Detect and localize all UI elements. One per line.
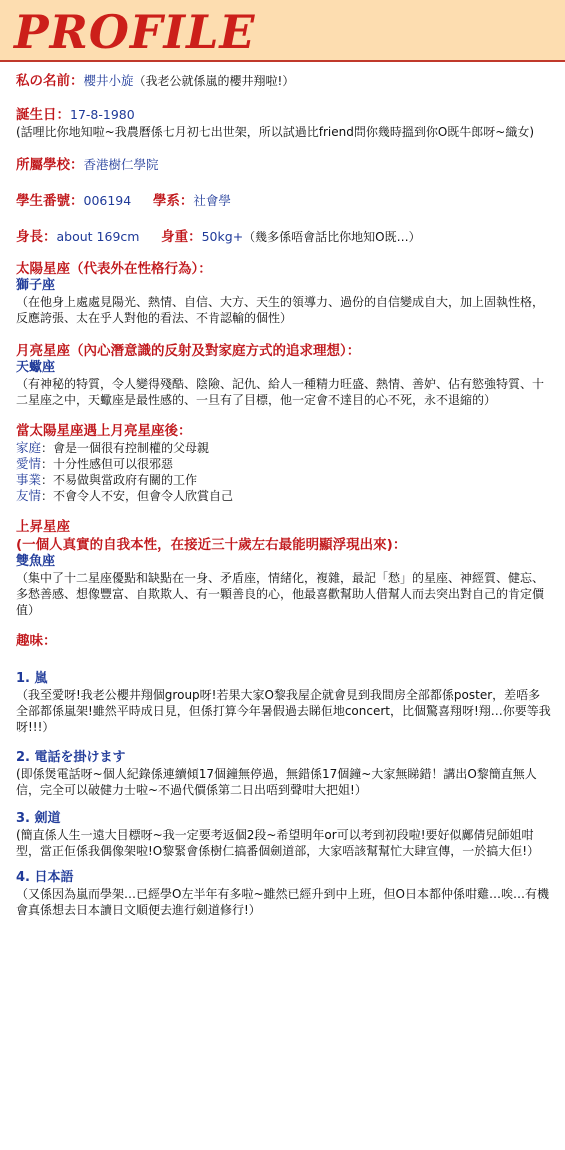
- name-label: 私の名前：: [16, 73, 84, 89]
- rising-sign-subheading: (一個人真實的自我本性，在接近三十歲左右最能明顯浮現出來)：: [16, 537, 407, 553]
- moon-sign-heading: 月亮星座（內心潛意識的反射及對家庭方式的追求理想）：: [16, 343, 361, 359]
- combo-item: [16, 440, 552, 456]
- profile-content: [16, 72, 552, 918]
- combo-item: [16, 472, 552, 488]
- student-row: [16, 192, 552, 210]
- birthday-value: 17-8-1980: [70, 107, 135, 122]
- hobby-title: 2. 電話を掛けます: [16, 750, 126, 765]
- combo-text: ：會是一個很有控制權的父母親: [41, 441, 210, 455]
- weight-label: 身重：: [161, 229, 202, 245]
- school-row: [16, 156, 552, 174]
- sun-sign-heading: 太陽星座（代表外在性格行為）：: [16, 261, 212, 277]
- moon-sign-name: 天蠍座: [16, 360, 56, 375]
- rising-sign-text: （集中了十二星座優點和缺點在一身、矛盾座，情緒化，複雜，最記「愁」的星座、神經質、健忘、多愁善感、想像豐富、自欺欺人、有一顆善良的心，他最喜歡幫助人借幫人而去突出對自己的肯定價值）: [16, 571, 545, 617]
- hobby-text: （我至愛呀!我老公櫻井翔個group呀!若果大家O黎我屋企就會見到我間房全部都係poster，差唔多全部都係嵐架!雖然平時成日見，但係打算今年暑假過去睇佢地concert，比個驚喜翔呀!翔…你要等我呀!!!）: [16, 688, 551, 734]
- height-value: about 169cm: [56, 229, 140, 244]
- combo-key: 愛情: [16, 456, 42, 471]
- rising-sign-name: 雙魚座: [16, 554, 56, 569]
- birthday-block: [16, 106, 552, 140]
- combo-item: [16, 456, 552, 472]
- banner-title: PROFILE: [14, 5, 256, 59]
- hobby-text: (即係煲電話呀~個人紀錄係連續傾17個鐘無停過，無錯係17個鐘~大家無睇錯！講出O黎簡直無人信，完全可以破健力士啦~不過代價係第二日出唔到聲咁大把姐!）: [16, 767, 537, 797]
- birthday-label: 誕生日：: [16, 107, 70, 123]
- student-no-value: 006194: [83, 193, 132, 208]
- hobbies-heading: 趣味：: [16, 633, 57, 649]
- moon-sign-section: [16, 342, 552, 408]
- name-note: （我老公就係嵐的櫻井翔啦!）: [133, 74, 295, 88]
- profile-banner: [0, 0, 565, 60]
- hobby-title: 1. 嵐: [16, 671, 48, 686]
- school-value: 香港樹仁學院: [83, 157, 159, 172]
- hobby-item: [16, 869, 552, 918]
- weight-value: 50kg+: [201, 229, 244, 244]
- hobby-title: 4. 日本語: [16, 870, 74, 885]
- combo-key: 事業: [16, 472, 42, 487]
- sun-sign-name: 獅子座: [16, 278, 56, 293]
- combo-item: [16, 488, 552, 504]
- sun-sign-text: （在他身上處處見陽光、熱情、自信、大方、天生的領導力、過份的自信變成自大，加上固執性格，反應誇張、太在乎人對他的看法、不肯認輸的個性）: [16, 295, 545, 325]
- hobby-item: [16, 670, 552, 735]
- combo-key: 家庭: [16, 440, 42, 455]
- sun-sign-section: [16, 260, 552, 326]
- hobbies-section: [16, 632, 552, 918]
- hobby-text: (簡直係人生一遠大目標呀~我一定要考返個2段~希望明年or可以考到初段啦!要好似鄺倩兒師姐咁型，當正佢係我偶像架啦!O黎緊會係樹仁搞番個劍道部，大家唔該幫幫忙大肆宣傳，一於搞大佢!）: [16, 828, 540, 858]
- birthday-note: (話哩比你地知啦~我農曆係七月初七出世架，所以試過比friend問你幾時搵到你O既牛郎呀~織女): [16, 125, 535, 139]
- student-no-label: 學生番號：: [16, 193, 84, 209]
- combo-list: [16, 440, 552, 504]
- weight-note: （幾多係唔會話比你地知O既…）: [243, 230, 421, 244]
- body-row: [16, 228, 552, 246]
- combo-section: [16, 422, 552, 504]
- dept-label: 學系：: [152, 193, 194, 209]
- combo-text: ：十分性感但可以很邪惡: [41, 457, 174, 471]
- combo-heading: 當太陽星座遇上月亮星座後：: [16, 423, 192, 439]
- school-label: 所屬學校：: [16, 157, 84, 173]
- height-label: 身長：: [16, 229, 57, 245]
- hobby-item: [16, 810, 552, 859]
- rising-sign-section: [16, 518, 552, 618]
- name-row: [16, 72, 552, 90]
- moon-sign-text: （有神秘的特質，令人變得殘酷、陰險、記仇、給人一種精力旺盛、熱情、善妒、佔有慾強特質、十二星座之中，天蠍座是最性感的、一旦有了目標，他一定會不達目的心不死，永不退縮的）: [16, 377, 545, 407]
- hobby-title: 3. 劍道: [16, 811, 61, 826]
- combo-key: 友情: [16, 488, 42, 503]
- name-value: 櫻井小旋: [83, 73, 134, 88]
- hobby-text: （又係因為嵐而學架…已經學O左半年有多啦~雖然已經升到中上班，但O日本都仲係咁雞…唉…有機會真係想去日本讀日文順便去進行劍道修行!）: [16, 887, 549, 917]
- rising-sign-heading: 上昇星座: [16, 519, 70, 535]
- combo-text: ：不易做與當政府有關的工作: [41, 473, 198, 487]
- dept-value: 社會學: [193, 193, 231, 208]
- hobby-item: [16, 749, 552, 798]
- banner-divider: [0, 60, 565, 62]
- combo-text: ：不會令人不安，但會令人欣賞自己: [41, 489, 234, 503]
